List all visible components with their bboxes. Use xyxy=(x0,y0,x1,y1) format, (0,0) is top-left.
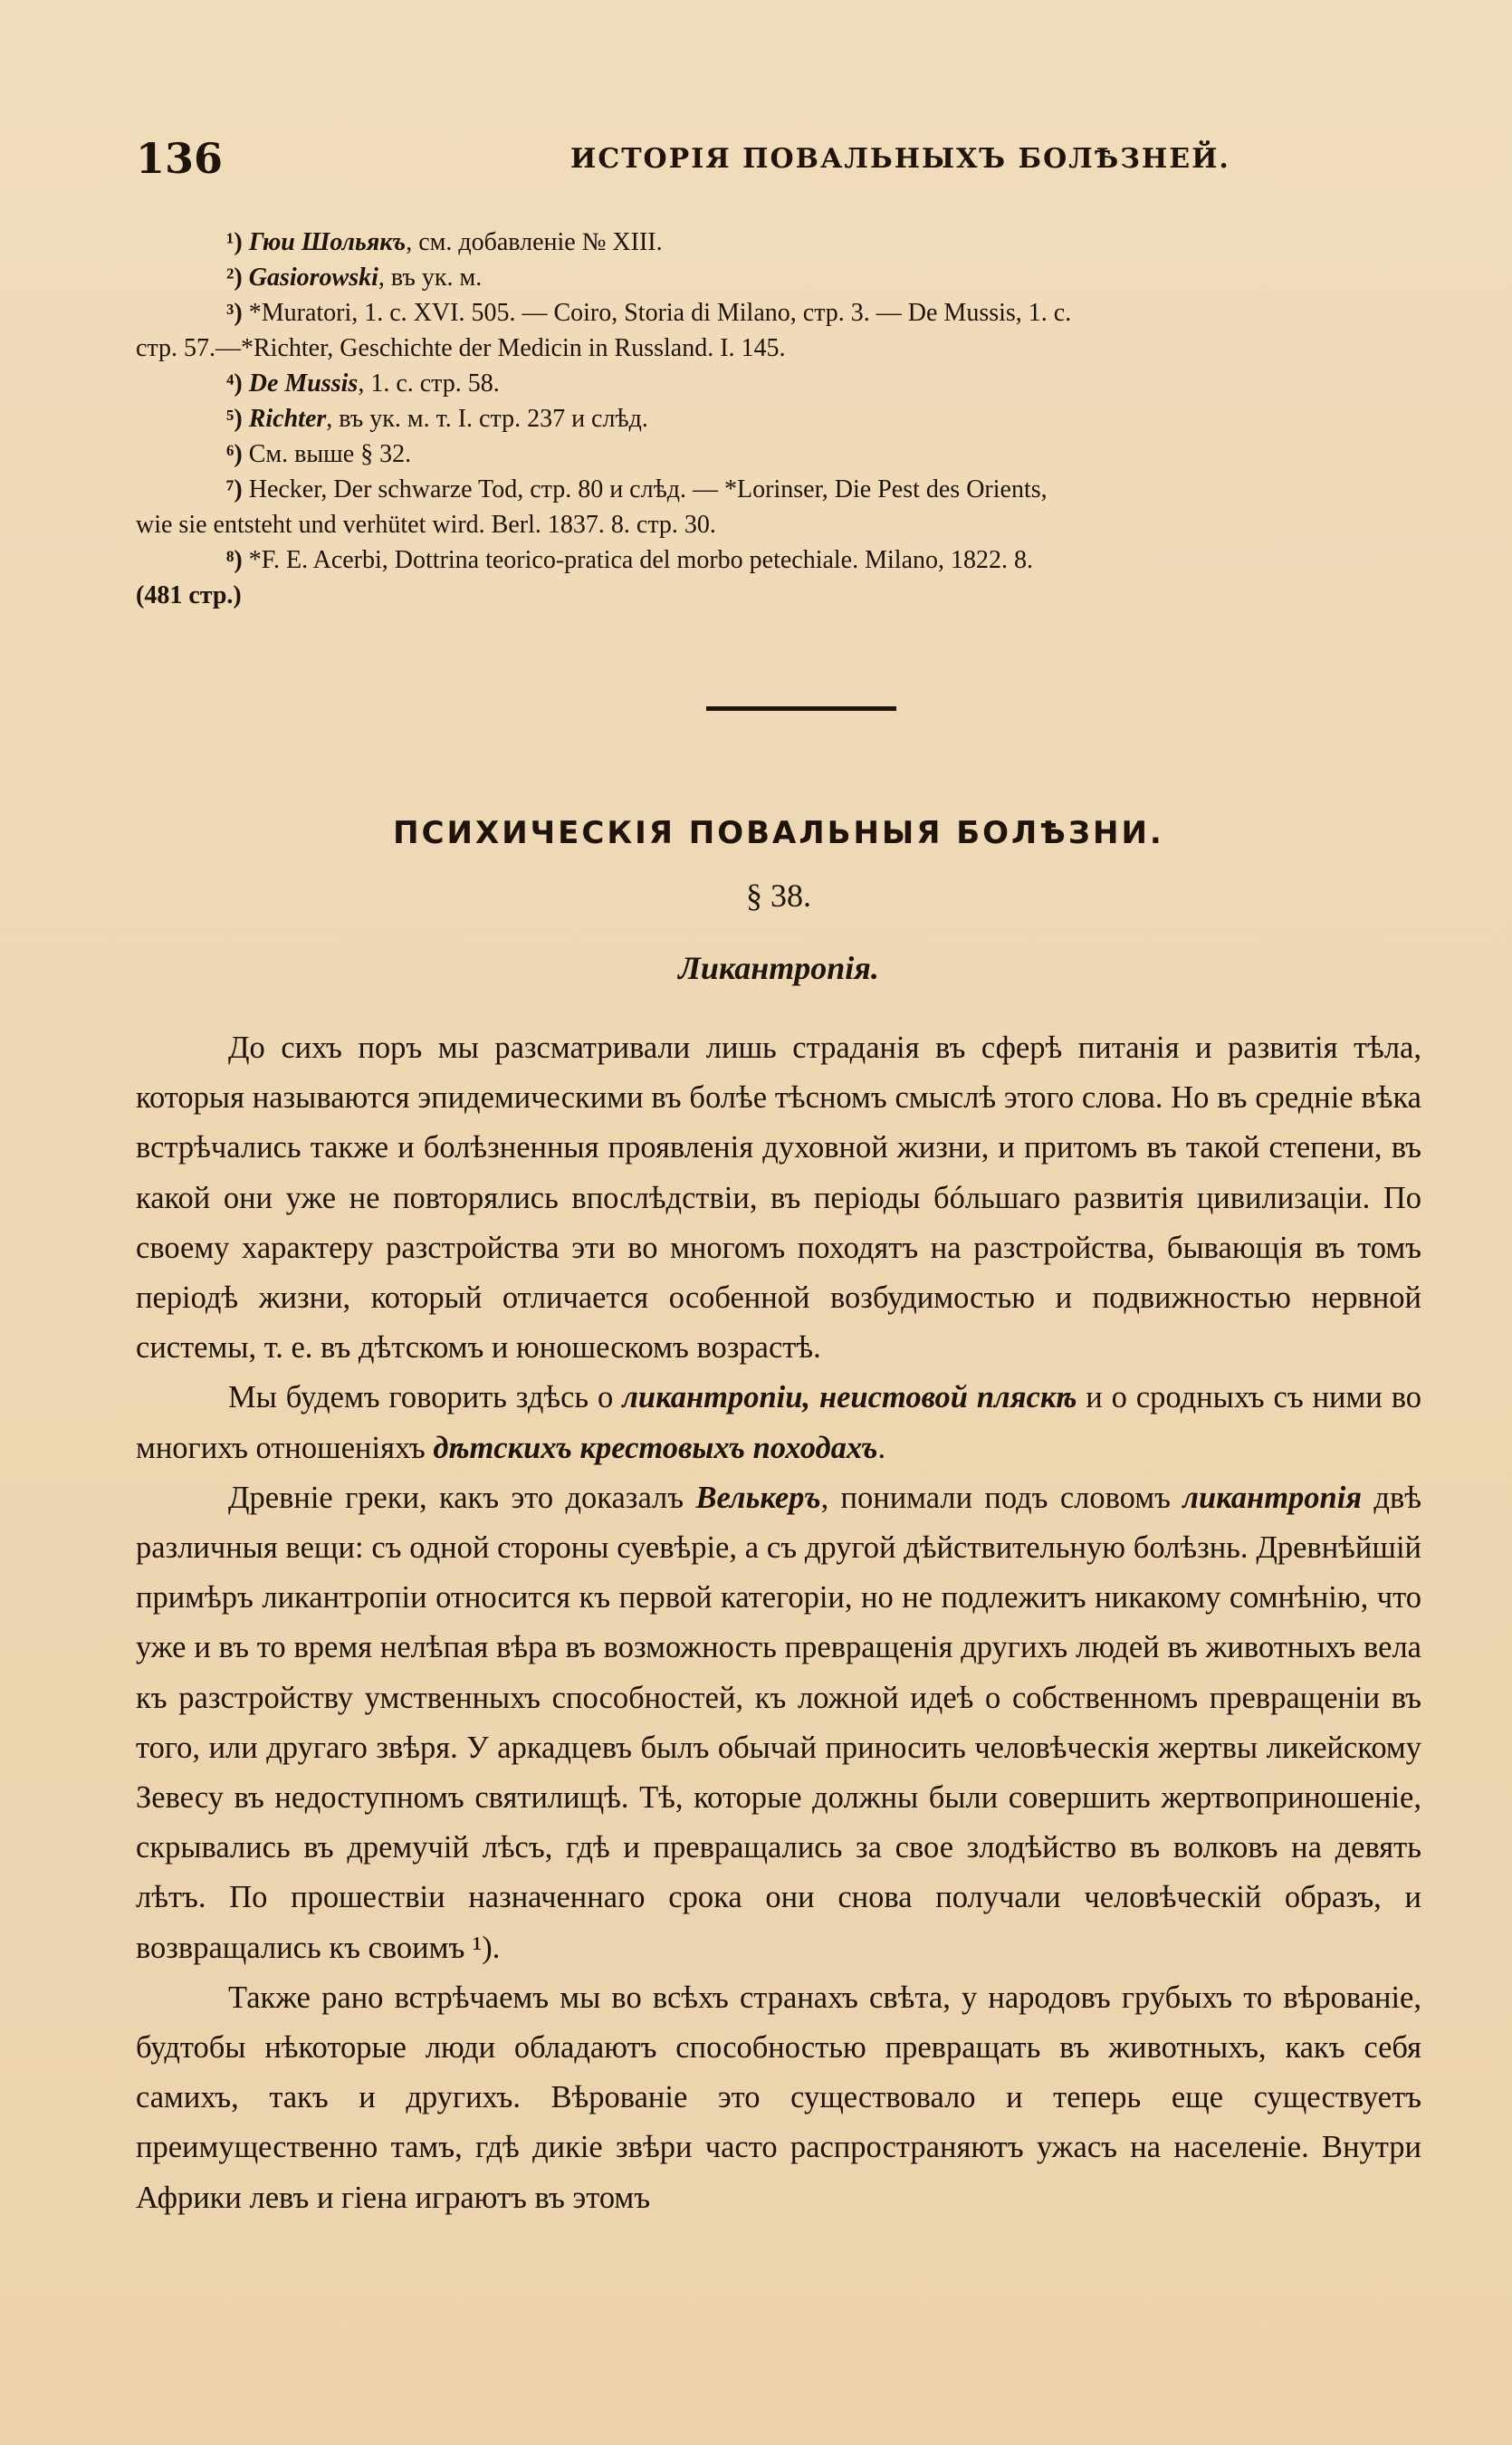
footnote-2 xyxy=(136,260,1421,295)
footnote-6 xyxy=(136,436,1421,472)
footnote-text: , въ ук. м. xyxy=(378,264,483,292)
paragraph-4 xyxy=(136,1973,1421,2223)
footnote-7-continued xyxy=(136,507,1421,542)
paragraph-text: двѣ различныя вещи: съ одной стороны суевѣріе, а съ другой дѣйствительную болѣзнь. Древнѣйшій примѣръ ликантропіи относится къ первой категоріи, но не подлежитъ никакому сомнѣнію, что уже и въ то время нелѣпая вѣра въ возможность превращенія другихъ людей въ животныхъ вела къ разстройству умственныхъ способностей, къ ложной идеѣ о собственномъ превращеніи въ того, или другаго звѣря. У аркадцевъ былъ обычай приносить человѣческія жертвы ликейскому Зевесу въ недоступномъ святилищѣ. Тѣ, которые должны были совершить жертвоприношеніе, скрывались въ дремучій лѣсъ, гдѣ и превращались за свое злодѣйство въ волковъ на девять лѣтъ. По прошествіи назначеннаго срока они снова получали человѣческій образъ, и возвращались къ своимъ ¹). xyxy=(136,1480,1421,1965)
footnote-text: (481 стр.) xyxy=(136,581,242,609)
footnote-5 xyxy=(136,401,1421,436)
section-subtitle: Ликантропія. xyxy=(678,950,879,986)
section-divider xyxy=(706,706,896,711)
paragraph-text: Мы будемъ говорить здѣсь о xyxy=(228,1380,623,1415)
section-title: ПСИХИЧЕСКІЯ ПОВАЛЬНЫЯ БОЛѢЗНИ. xyxy=(393,815,1164,851)
footnotes xyxy=(136,225,1421,613)
footnote-8-continued xyxy=(136,578,1421,613)
page-number: 136 xyxy=(136,134,224,183)
footnote-marker: ⁶) xyxy=(226,440,243,468)
footnote-7 xyxy=(136,472,1421,507)
footnote-text: Hecker, Der schwarze Tod, стр. 80 и слѣд. — *Lorinser, Die Pest des Orients, xyxy=(248,475,1048,503)
footnote-8 xyxy=(136,542,1421,578)
emphasis-text: Велькеръ xyxy=(695,1480,821,1515)
footnote-text: *F. E. Acerbi, Dottrina teorico-pratica del morbo petechiale. Milano, 1822. 8. xyxy=(248,546,1033,574)
paragraph-text: Также рано встрѣчаемъ мы во всѣхъ странахъ свѣта, у народовъ грубыхъ то вѣрованіе, будтобы нѣкоторые люди обладаютъ способностью превращать въ животныхъ, какъ себя самихъ, такъ и другихъ. Вѣрованіе это существовало и теперь еще существуетъ преимущественно тамъ, гдѣ дикіе звѣри часто распространяютъ ужасъ на населеніе. Внутри Африки левъ и гіена играютъ въ этомъ xyxy=(136,1980,1421,2215)
footnote-marker: ¹) xyxy=(226,228,243,256)
section-number: § 38. xyxy=(746,877,811,914)
footnote-text: wie sie entsteht und verhütet wird. Berl. 1837. 8. стр. 30. xyxy=(136,511,716,539)
footnote-author: Гюи Шольякъ xyxy=(248,228,407,256)
footnote-marker: ²) xyxy=(226,264,243,292)
footnote-3-continued xyxy=(136,331,1421,366)
footnote-3 xyxy=(136,295,1421,331)
footnote-1 xyxy=(136,225,1421,260)
footnote-author: Gasiorowski xyxy=(248,264,378,292)
running-head: ИСТОРІЯ ПОВАЛЬНЫХЪ БОЛѢЗНЕЙ. xyxy=(570,143,1230,175)
paragraph-1 xyxy=(136,1023,1421,1373)
paragraph-text: и о сродныхъ съ ними во многихъ отношеніяхъ xyxy=(136,1380,1421,1465)
footnote-marker: ⁵) xyxy=(226,405,243,433)
footnote-text: См. выше § 32. xyxy=(248,440,412,468)
footnote-marker: ⁴) xyxy=(226,369,243,398)
footnote-author: De Mussis xyxy=(248,369,359,398)
paragraph-text: До сихъ поръ мы разсматривали лишь страданія въ сферѣ питанія и развитія тѣла, которыя называются эпидемическими въ болѣе тѣсномъ смыслѣ этого слова. Но въ средніе вѣка встрѣчались также и болѣзненныя проявленія духовной жизни, и притомъ въ такой степени, въ какой они уже не повторялись впослѣдствіи, въ періоды бóльшаго развитія цивилизаціи. По своему характеру разстройства эти во многомъ походятъ на разстройства, бывающія въ томъ періодѣ жизни, который отличается особенной возбудимостью и подвижностью нервной системы, т. е. въ дѣтскомъ и юношескомъ возрастѣ. xyxy=(136,1031,1421,1366)
footnote-text: , 1. с. стр. 58. xyxy=(358,369,500,398)
paragraph-text: , понимали подъ словомъ xyxy=(820,1480,1183,1515)
footnote-author: Richter xyxy=(248,405,327,433)
emphasis-text: ликантропія xyxy=(1182,1480,1363,1515)
emphasis-text: дѣтскихъ крестовыхъ походахъ xyxy=(433,1430,878,1465)
paragraph-text: Древніе греки, какъ это доказалъ xyxy=(228,1480,696,1515)
footnote-text: , въ ук. м. т. I. стр. 237 и слѣд. xyxy=(326,405,648,433)
paragraph-text: . xyxy=(877,1430,886,1465)
footnote-marker: ⁸) xyxy=(226,546,243,574)
paragraph-2 xyxy=(136,1373,1421,1472)
footnote-marker: ⁷) xyxy=(226,475,243,503)
emphasis-text: ликантропіи, неистовой пляскѣ xyxy=(622,1380,1077,1415)
footnote-marker: ³) xyxy=(226,299,243,327)
body-text xyxy=(136,1023,1421,2223)
footnote-text: *Muratori, 1. с. XVI. 505. — Coiro, Storia di Milano, стр. 3. — De Mussis, 1. с. xyxy=(248,299,1072,327)
footnote-4 xyxy=(136,366,1421,401)
paragraph-3 xyxy=(136,1473,1421,1973)
footnote-text: , см. добавленіе № XIII. xyxy=(406,228,663,256)
page-header xyxy=(136,134,1421,188)
footnote-text: стр. 57.—*Richter, Geschichte der Medicin in Russland. I. 145. xyxy=(136,334,786,362)
